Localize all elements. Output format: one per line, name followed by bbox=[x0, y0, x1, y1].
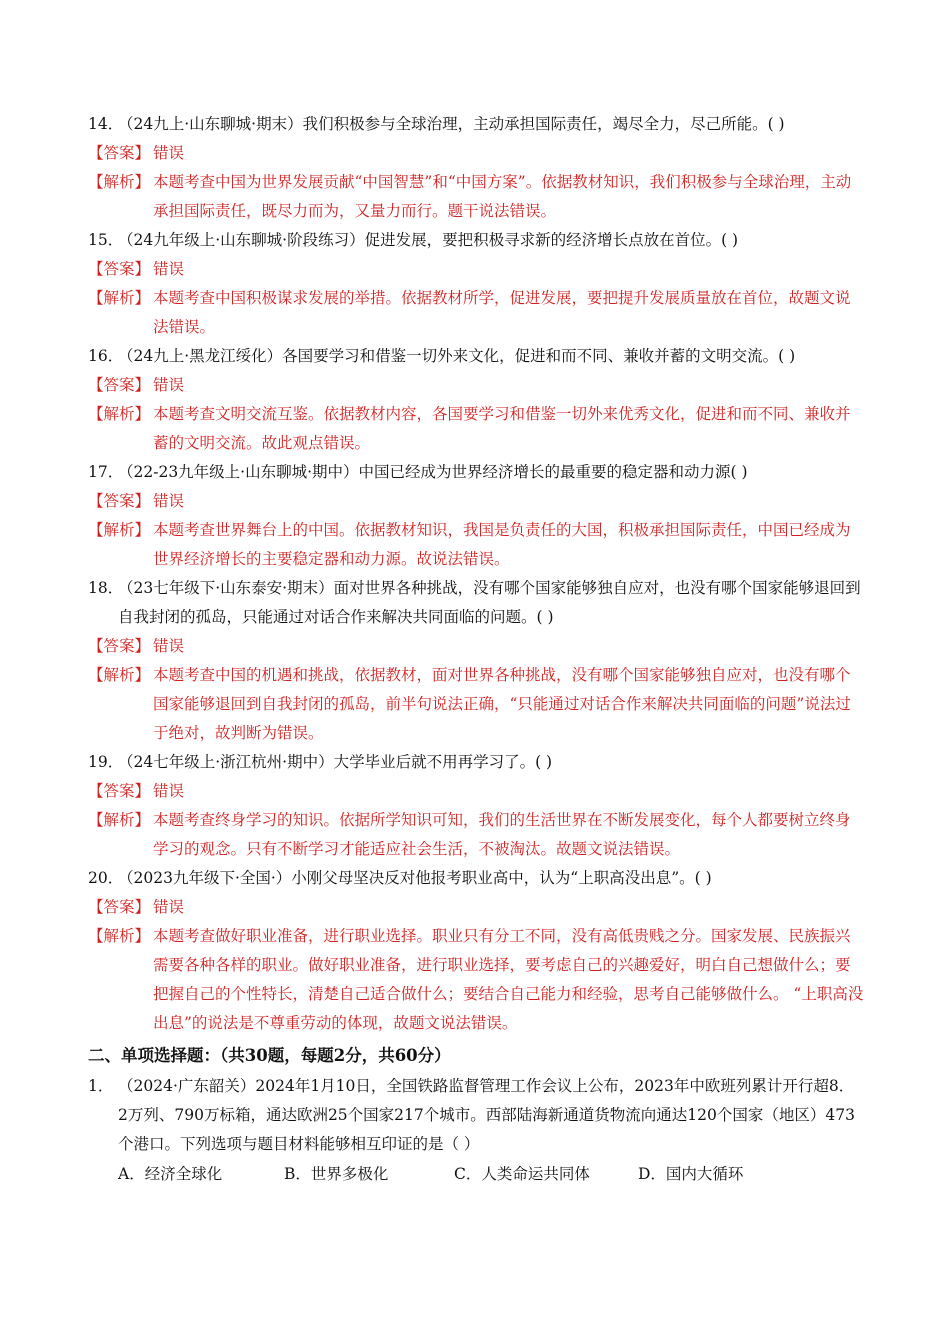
explanation-text: 本题考查世界舞台上的中国。依据教材知识，我国是负责任的大国，积极承担国际责任，中国已经成为世界经济增长的主要稳定器和动力源。故说法错误。 bbox=[153, 521, 851, 568]
explanation-text: 本题考查终身学习的知识。依据所学知识可知，我们的生活世界在不断发展变化，每个人都要树立终身学习的观念。只有不断学习才能适应社会生活，不被淘汰。故题文说法错误。 bbox=[153, 811, 851, 858]
question-15 bbox=[88, 226, 864, 342]
document-page bbox=[88, 110, 864, 1189]
question-number: 14． bbox=[88, 115, 124, 133]
question-16 bbox=[88, 342, 864, 458]
options-row bbox=[88, 1159, 864, 1189]
answer-value: 错误 bbox=[153, 898, 185, 916]
question-number: 16． bbox=[88, 347, 124, 365]
answer-label: 【答案】 bbox=[88, 144, 151, 162]
explanation-text: 本题考查中国为世界发展贡献“中国智慧”和“中国方案”。依据教材知识，我们积极参与全球治理，主动承担国际责任，既尽力而为，又量力而行。题干说法错误。 bbox=[153, 173, 852, 220]
explanation-text: 本题考查中国积极谋求发展的举措。依据教材所学，促进发展，要把提升发展质量放在首位，故题文说法错误。 bbox=[153, 289, 851, 336]
answer-value: 错误 bbox=[153, 144, 185, 162]
explanation-block bbox=[88, 922, 864, 1038]
option-c: C．人类命运共同体 bbox=[454, 1165, 590, 1183]
mc-question-1 bbox=[88, 1072, 864, 1189]
explanation-label: 【解析】 bbox=[88, 521, 151, 539]
explanation-block bbox=[88, 284, 864, 342]
explanation-label: 【解析】 bbox=[88, 927, 151, 945]
answer-value: 错误 bbox=[153, 782, 185, 800]
question-number: 20． bbox=[88, 869, 124, 887]
section-heading: 二、单项选择题：（共30题，每题2分，共60分） bbox=[88, 1046, 451, 1065]
option-d: D．国内大循环 bbox=[638, 1165, 744, 1183]
explanation-block bbox=[88, 661, 864, 748]
explanation-label: 【解析】 bbox=[88, 666, 151, 684]
explanation-label: 【解析】 bbox=[88, 173, 151, 191]
question-text: （23七年级下·山东泰安·期末）面对世界各种挑战，没有哪个国家能够独自应对，也没有哪个国家能够退回到自我封闭的孤岛，只能通过对话合作来解决共同面临的问题。( ) bbox=[118, 579, 861, 626]
explanation-block bbox=[88, 168, 864, 226]
question-number: 17． bbox=[88, 463, 124, 481]
answer-value: 错误 bbox=[153, 376, 185, 394]
question-19 bbox=[88, 748, 864, 864]
question-text: （24九年级上·山东聊城·阶段练习）促进发展，要把积极寻求新的经济增长点放在首位。( ) bbox=[118, 231, 739, 249]
explanation-label: 【解析】 bbox=[88, 405, 151, 423]
question-18 bbox=[88, 574, 864, 748]
answer-line bbox=[88, 371, 864, 400]
question-number: 19． bbox=[88, 753, 124, 771]
question-17 bbox=[88, 458, 864, 574]
option-a: A．经济全球化 bbox=[118, 1165, 223, 1183]
answer-label: 【答案】 bbox=[88, 260, 151, 278]
answer-label: 【答案】 bbox=[88, 637, 151, 655]
question-text: （24九上·黑龙江绥化）各国要学习和借鉴一切外来文化，促进和而不同、兼收并蓄的文明交流。( ) bbox=[118, 347, 796, 365]
answer-label: 【答案】 bbox=[88, 492, 151, 510]
question-text: （22-23九年级上·山东聊城·期中）中国已经成为世界经济增长的最重要的稳定器和动力源( ) bbox=[118, 463, 748, 481]
question-number: 15． bbox=[88, 231, 124, 249]
explanation-text: 本题考查文明交流互鉴。依据教材内容，各国要学习和借鉴一切外来优秀文化，促进和而不同、兼收并蓄的文明交流。故此观点错误。 bbox=[153, 405, 851, 452]
explanation-block bbox=[88, 516, 864, 574]
answer-label: 【答案】 bbox=[88, 376, 151, 394]
answer-value: 错误 bbox=[153, 260, 185, 278]
explanation-label: 【解析】 bbox=[88, 289, 151, 307]
question-20 bbox=[88, 864, 864, 1038]
question-text: （24九上·山东聊城·期末）我们积极参与全球治理，主动承担国际责任，竭尽全力，尽己所能。( ) bbox=[118, 115, 785, 133]
question-number: 18． bbox=[88, 579, 124, 597]
explanation-block bbox=[88, 806, 864, 864]
answer-line bbox=[88, 139, 864, 168]
answer-line bbox=[88, 487, 864, 516]
answer-label: 【答案】 bbox=[88, 782, 151, 800]
answer-line bbox=[88, 255, 864, 284]
answer-line bbox=[88, 893, 864, 922]
question-text: （2024·广东韶关）2024年1月10日，全国铁路监督管理工作会议上公布，2023年中欧班列累计开行超8．2万列、790万标箱，通达欧洲25个国家217个城市。西部陆海新通道货物流向通达120个国家（地区）473个港口。下列选项与题目材料能够相互印证的是（ ） bbox=[118, 1077, 855, 1153]
question-text: （2023九年级下·全国·）小刚父母坚决反对他报考职业高中，认为“上职高没出息”。( ) bbox=[118, 869, 712, 887]
explanation-text: 本题考查中国的机遇和挑战，依据教材，面对世界各种挑战，没有哪个国家能够独自应对，也没有哪个国家能够退回到自我封闭的孤岛，前半句说法正确，“只能通过对话合作来解决共同面临的问题”说法过于绝对，故判断为错误。 bbox=[153, 666, 851, 742]
answer-value: 错误 bbox=[153, 637, 185, 655]
answer-line bbox=[88, 632, 864, 661]
question-text: （24七年级上·浙江杭州·期中）大学毕业后就不用再学习了。( ) bbox=[118, 753, 553, 771]
answer-line bbox=[88, 777, 864, 806]
answer-label: 【答案】 bbox=[88, 898, 151, 916]
answer-value: 错误 bbox=[153, 492, 185, 510]
explanation-label: 【解析】 bbox=[88, 811, 151, 829]
explanation-block bbox=[88, 400, 864, 458]
question-number: 1． bbox=[88, 1077, 114, 1095]
explanation-text: 本题考查做好职业准备，进行职业选择。职业只有分工不同，没有高低贵贱之分。国家发展、民族振兴需要各种各样的职业。做好职业准备，进行职业选择，要考虑自己的兴趣爱好，明白自己想做什么；要把握自己的个性特长，清楚自己适合做什么；要结合自己能力和经验，思考自己能够做什么。 “上职高没出息”的说法是不尊重劳动的体现，故题文说法错误。 bbox=[153, 927, 864, 1032]
option-b: B．世界多极化 bbox=[284, 1165, 389, 1183]
question-14 bbox=[88, 110, 864, 226]
